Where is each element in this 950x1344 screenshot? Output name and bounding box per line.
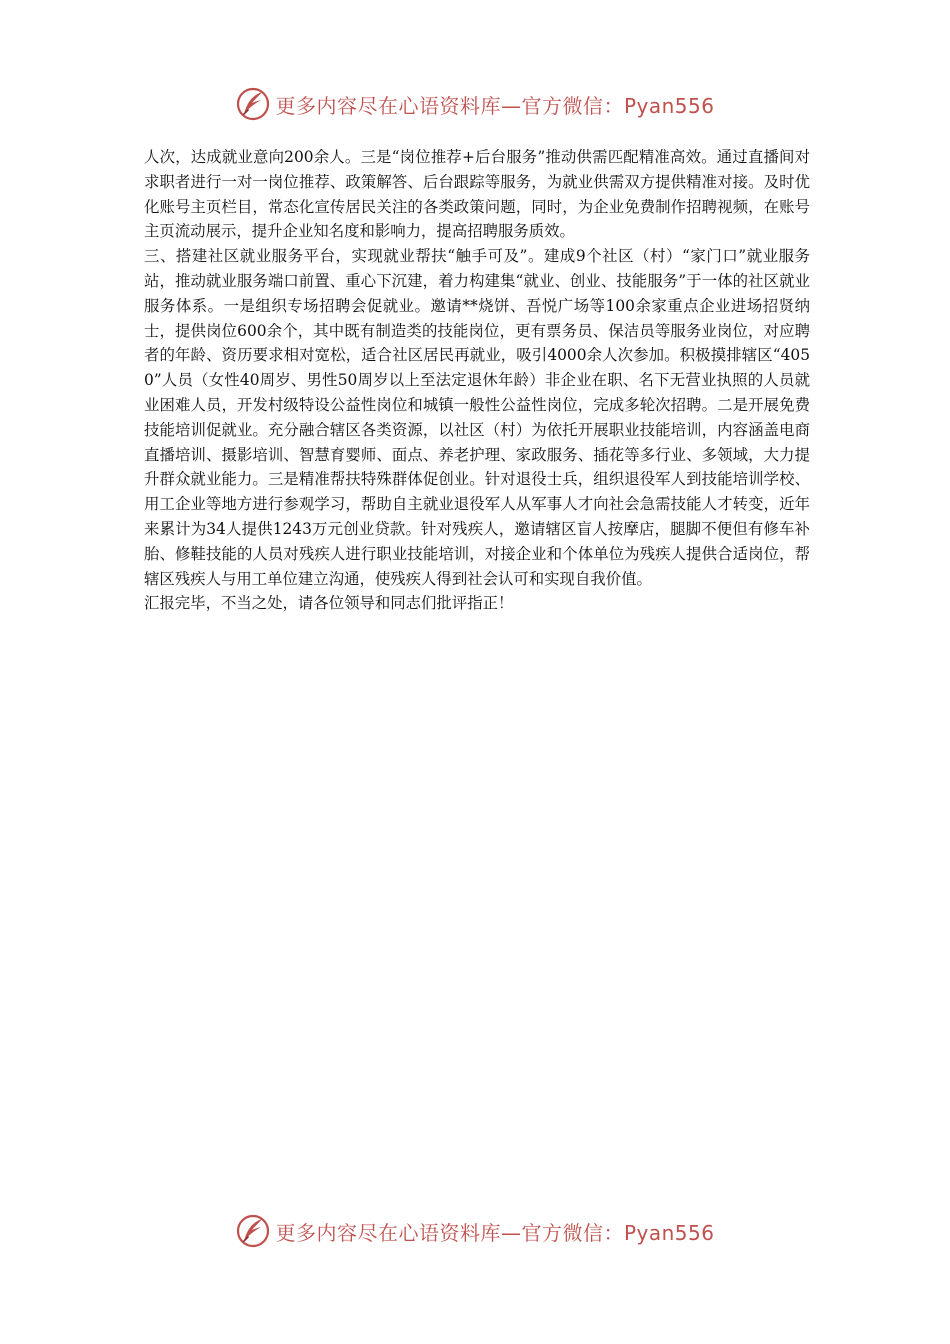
paragraph: 三、搭建社区就业服务平台，实现就业帮扶“触手可及”。建成9个社区（村）“家门口”就业服务站，推动就业服务端口前置、重心下沉建，着力构建集“就业、创业、技能服务”于一体的社区就业服务体系。一是组织专场招聘会促就业。邀请**烧饼、吾悦广场等100余家重点企业进场招贤纳士，提供岗位600余个，其中既有制造类的技能岗位，更有票务员、保洁员等服务业岗位，对应聘者的年龄、资历要求相对宽松，适合社区居民再就业，吸引4000余人次参加。积极摸排辖区“4050”人员（女性40周岁、男性50周岁以上至法定退休年龄）非企业在职、名下无营业执照的人员就业困难人员，开发村级特设公益性岗位和城镇一般性公益性岗位，完成多轮次招聘。二是开展免费技能培训促就业。充分融合辖区各类资源，以社区（村）为依托开展职业技能培训，内容涵盖电商直播培训、摄影培训、智慧育婴师、面点、养老护理、家政服务、插花等多行业、多领域，大力提升群众就业能力。三是精准帮扶特殊群体促创业。针对退役士兵，组织退役军人到技能培训学校、用工企业等地方进行参观学习，帮助自主就业退役军人从军事人才向社会急需技能人才转变，近年来累计为34人提供1243万元创业贷款。针对残疾人，邀请辖区盲人按摩店，腿脚不便但有修车补胎、修鞋技能的人员对残疾人进行职业技能培训，对接企业和个体单位为残疾人提供合适岗位，帮辖区残疾人与用工单位建立沟通，使残疾人得到社会认可和实现自我价值。: [144, 247, 810, 588]
watermark-text: 更多内容尽在心语资料库—官方微信：Pyan556: [275, 93, 715, 118]
quill-pen-icon: [235, 1213, 271, 1249]
document-body: [144, 145, 810, 616]
paragraph: 人次，达成就业意向200余人。三是“岗位推荐+后台服务”推动供需匹配精准高效。通过直播间对求职者进行一对一岗位推荐、政策解答、后台跟踪等服务，为就业供需双方提供精准对接。及时优化账号主页栏目，常态化宣传居民关注的各类政策问题，同时，为企业免费制作招聘视频，在账号主页流动展示，提升企业知名度和影响力，提高招聘服务质效。: [144, 148, 810, 241]
header-watermark-banner: [0, 84, 950, 124]
watermark-text: 更多内容尽在心语资料库—官方微信：Pyan556: [275, 1220, 715, 1245]
paragraph: 汇报完毕，不当之处，请各位领导和同志们批评指正！: [144, 594, 514, 613]
footer-watermark-banner: [0, 1211, 950, 1251]
quill-pen-icon: [235, 86, 271, 122]
